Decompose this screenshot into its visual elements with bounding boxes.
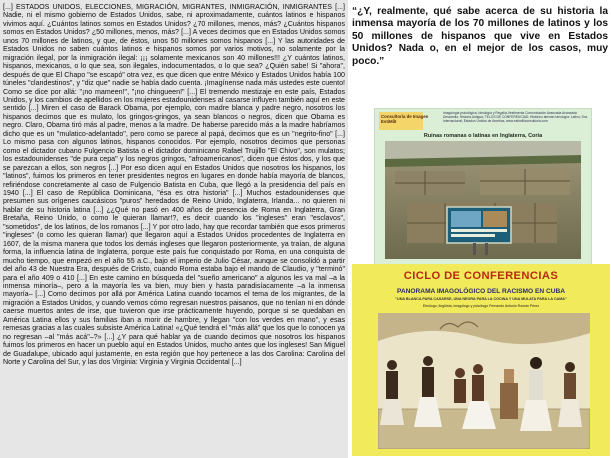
ruins-poster-header-text: Imagología psicológica, Ideología y Regalía-Vestimenta Comunicación Avanzada Avanzada Desarrollo; Historia Antigua; TELOS DE CONFERENCIAS; Histórico alemán Ideología; Latino; Dra. Internacional; Estados Unidos de América; www.estimilliconsultoria.com: [443, 111, 588, 123]
colonial-painting-illustration: [378, 313, 590, 449]
conference-poster: [352, 264, 610, 456]
consultancy-logo-text: Consultoría de Imagen EstiMilI: [381, 114, 429, 124]
article-body: [...] ESTADOS UNIDOS, ELECCIONES, MIGRACIÓN, MIGRANTES, INMIGRACIÓN, INMIGRANTES [...] Nadie, ni el mismo gobierno de Estados Unidos, sabe, ni aproximadamente, cuántos latinos e hispanos vivimos aquí. ¿Cuántos latinos somos en Estados Unidos? ¿70 millones, menos, más? ¿Cuántos hispanos somos en Estados Unidos? ¿50 millones, menos, más? [...] A veces decimos que en Estados Unidos somos unos 70 millones de latinos, y que, de éstos, unos 50 millones somos hispanos [...] Y las autoridades de Estados Unidos no saben cuántos latinos e hispanos somos por varios motivos, no solamente por la migración ilegal, por la inmigración ilegal: ¡¡¡ solamente mexicanos son 40 millones!!! ¿Y cuántos latinos, hispanos, mexicanos, o lo que sea, son ilegales, indocumentados, o lo que sea? ¿Quién sabe! Si "ahora", después de que El Chapo "se escapó" otra vez, es que dicen que entre México y Estados Unidos había 100 túneles "clandestinos", y "diz que" nadie se había dado cuenta. ¡Imagínense nada más ustedes este cuento! Como se dice por allá: "¡no mameen!", "¡no chingueen!" [...] El tremendo mestizaje en este país, Estados Unidos, y los cambios de apellidos en los mujeres estadounidenses al casarse influyen también aquí en este sentido [...] Miren el caso de Barack Obama, por ejemplo, con madre blanca y padre negro, nosotros los hispanos decimos que es mulato, los gringos-gringos, ya sean blancos o negros, dicen que Obama es negro. Claro, Obama tiró más al padre, menos a la madre. De haberse parecido más a la madre habríamos dicho que es un "mulatico-adelantado", pero como se parece al papá, decimos que es un "negrito-fino" [...] Lo mismo pasa con algunos latinos, hispanos conocidos. Por ejemplo, nosotros decimos que personas como el dictador cubano Fulgencio Batista o el dictador dominicano Rafael Trujillo "El Chivo", son mulatos; los estadounidenses "de pura cepa" y los negros gringos, "afroamericanos", dicen que éstos dos, y los que se parezcan a ellos, son negros [...] Por eso dicen aquí en Estados Unidos que nosotros los hispanos, los "latinos", fuimos los primeros en tener presidentes negros en lugares en donde había mayoría de blancos, refiriéndose concretamente al caso de Fulgencio Batista en Cuba, que llegó a la presidencia del país en 1940 [...] El caso de República Dominicana, "ésa es otra historia" [...] Muchos estadounidenses que presumen sus orígenes caucásicos "puros" heredados de Reino Unido, Inglaterra, Irlanda... no quieren ni hablar de su historia latina [...] ¿¿Qué no pasó en 400 años de presencia de Roma en Inglaterra, Gran Bretaña, Reino Unido, o como le quieran llamar!?, es decir cuando los "ingleses" eran "esclavos", "sometidos", de los latinos, de los romanos [...] Y por otro lado, hay que recordar también que esos primeros "ingleses" (o como les quieran llamar) que llegaron aquí a Estados Unidos procedentes de Inglaterra en 1607, de la misma manera que todos los demás ingleses que llegaron posteriormente, ya traían, de alguna forma, la influencia latina de Inglaterra, porque este país fue conquistado por Roma, en una conquista de mucho tiempo, que empezó en el año 55 a.C., bajo el imperio de Julio César, aunque se consolidó a partir del año 43 de Nuestra Era, después de Cristo, cuando Roma estaba bajo el mando de Claudio, y "terminó" para el año 409 o 410 [...] En este camino en búsqueda del "sueño americano" a algunos les va mal –a la inmensa minoría–, pero a la mayoría les va bien, muy bien y hasta paradisíacamente –a la inmensa mayoría– [...] Como decimos por allá por América Latina cuando tocamos el tema de los migrantes, de la migración a Estados Unidos, y cuando vemos cómo regresan nuestros paisanos, que no tenían ni en dónde caerse muertos antes de irse, que tuvieron que irse prácticamente huyendo, porque si se quedaban en América Latina ellos y sus familias iban a morir de hambre, y llegan "con los verdes en mano", y esas remesas gracias a las cuales subsiste América Latina! «¿Qué tendrá el "más allá" que los que lo conocen ya no regresan –al "más acá"–?» [...] ¿Y para qué hablar ya de cuando decimos que nosotros los hispanos fuimos los primeros en hacer un pueblo aquí en Estados Unidos, mucho antes que los ingleses! San Miguel de Guadalupe, ubicado aquí justamente, en esta región que hoy pertenece a las dos Carolina: Carolina del Norte y Carolina del Sur, y las dos Virginia: Virginia y Virginia Occidental [...]: [3, 3, 345, 367]
pull-quote: “¿Y, realmente, qué sabe acerca de su historia la inmensa mayoría de los 70 millones de latinos y los 50 millones de hispanos que vive en Estados Unidos? Nada o, en el mejor de los casos, muy poco.”: [352, 6, 608, 67]
roman-ruins-photo: [385, 141, 581, 259]
conference-credit: Etnólogo, lingüista, imagólogo y psicólogo Fernando Antonio Román Pérez: [422, 304, 540, 308]
conference-title: CICLO DE CONFERENCIAS: [403, 270, 559, 282]
conference-tagline: "UNA BLANCA PARA CASARSE, UNA NEGRA PARA LA COCINA Y UNA MULATA PARA LA CAMA": [395, 297, 567, 301]
ruins-poster-header: [379, 111, 587, 133]
ruins-poster: [374, 108, 592, 265]
ruins-caption: Ruinas romanas o latinas en Inglaterra, Coria: [423, 133, 543, 139]
conference-subtitle: PANORAMA IMAGOLÓGICO DEL RACISMO EN CUBA: [396, 288, 566, 295]
